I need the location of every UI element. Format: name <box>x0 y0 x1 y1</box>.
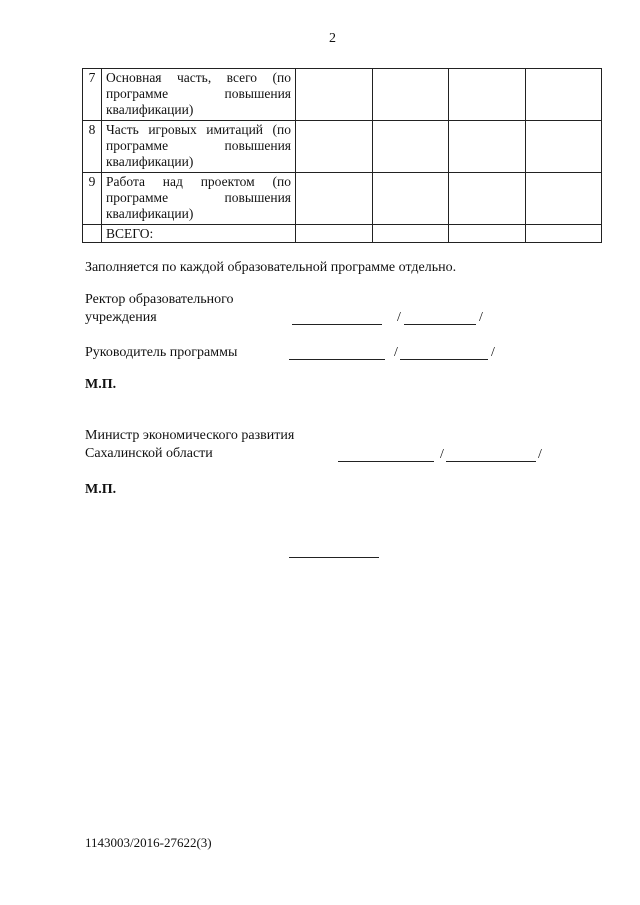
minister-title-line2: Сахалинской области <box>85 446 213 461</box>
table-row <box>83 69 602 121</box>
row-number <box>83 225 102 243</box>
value-cell <box>449 69 526 121</box>
value-cell <box>372 173 449 225</box>
rector-signature-line <box>292 324 382 325</box>
value-cell <box>296 69 373 121</box>
page-number: 2 <box>329 31 336 46</box>
value-cell <box>296 173 373 225</box>
value-cell <box>372 225 449 243</box>
total-row <box>83 225 602 243</box>
table-row <box>83 173 602 225</box>
program-head-signature-line <box>289 359 385 360</box>
rector-title-line1: Ректор образовательного <box>85 292 234 307</box>
row-description: Основная часть, всего (по программе повышения квалификации) <box>102 69 296 121</box>
separator-line <box>289 557 379 558</box>
row-description: Работа над проектом (по программе повышения квалификации) <box>102 173 296 225</box>
slash: / <box>397 310 401 325</box>
stamp-placeholder: М.П. <box>85 482 117 497</box>
value-cell <box>372 69 449 121</box>
rector-title-line2: учреждения <box>85 310 157 325</box>
rector-name-line <box>404 324 476 325</box>
minister-signature-line <box>338 461 434 462</box>
value-cell <box>525 173 602 225</box>
value-cell <box>296 225 373 243</box>
value-cell <box>525 69 602 121</box>
row-number: 9 <box>83 173 102 225</box>
document-code: 1143003/2016-27622(3) <box>85 835 212 850</box>
program-head-title: Руководитель программы <box>85 345 238 360</box>
row-number: 8 <box>83 121 102 173</box>
program-head-name-line <box>400 359 488 360</box>
table-row <box>83 121 602 173</box>
minister-title-line1: Министр экономического развития <box>85 428 295 443</box>
slash: / <box>538 447 542 462</box>
slash: / <box>491 345 495 360</box>
value-cell <box>449 121 526 173</box>
value-cell <box>525 121 602 173</box>
row-number: 7 <box>83 69 102 121</box>
value-cell <box>372 121 449 173</box>
minister-name-line <box>446 461 536 462</box>
stamp-placeholder: М.П. <box>85 377 117 392</box>
total-label: ВСЕГО: <box>102 225 296 243</box>
slash: / <box>394 345 398 360</box>
value-cell <box>296 121 373 173</box>
value-cell <box>525 225 602 243</box>
data-table <box>82 68 602 243</box>
slash: / <box>479 310 483 325</box>
row-description: Часть игровых имитаций (по программе повышения квалификации) <box>102 121 296 173</box>
slash: / <box>440 447 444 462</box>
value-cell <box>449 225 526 243</box>
fill-note: Заполняется по каждой образовательной программе отдельно. <box>85 260 457 275</box>
value-cell <box>449 173 526 225</box>
